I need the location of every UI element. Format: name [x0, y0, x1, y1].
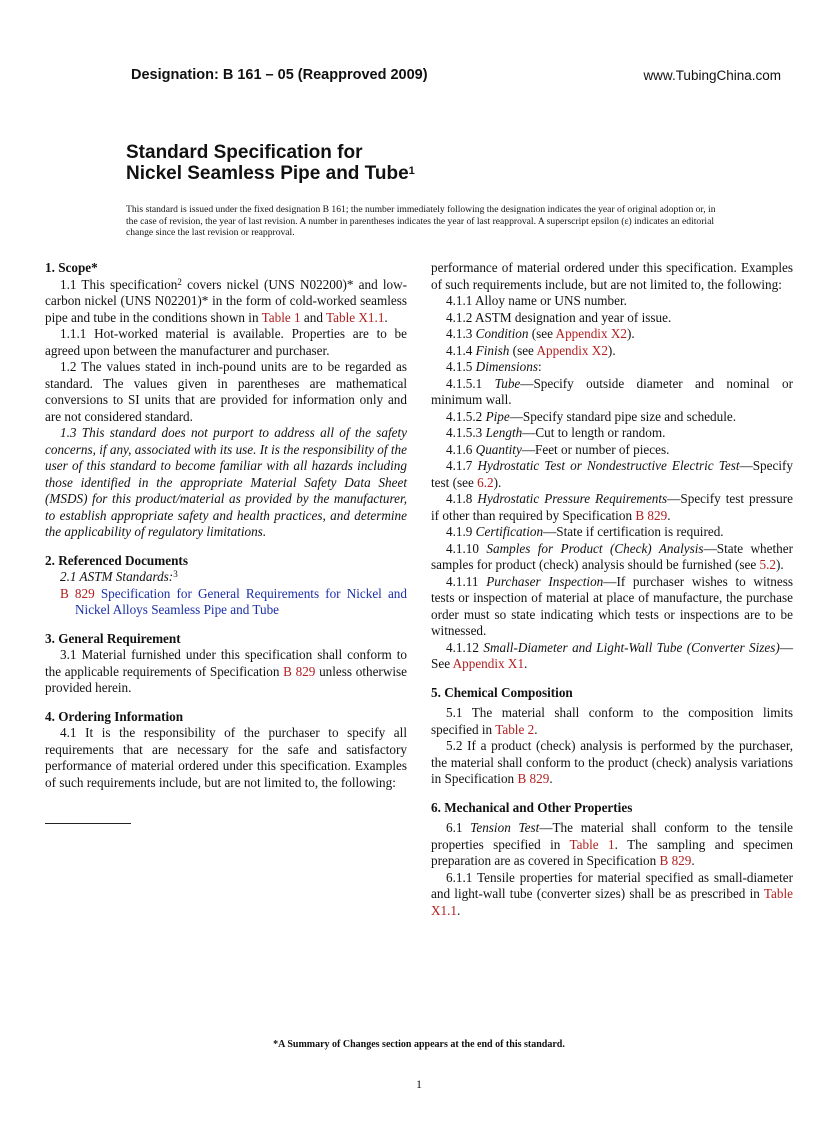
item-4-1-7 [431, 458, 793, 491]
text: 5.2 If a product (check) analysis is performed by the purchaser, the material shall conform to the product (check) analysis variations in Specification [431, 738, 793, 786]
num: 4.1.5.3 [446, 425, 486, 440]
num: 4.1.3 [446, 326, 476, 341]
title-line-2-text: Nickel Seamless Pipe and Tube [126, 163, 409, 184]
para-4-1: 4.1 It is the responsibility of the purchaser to specify all requirements that are necessary for the safe and satisfactory performance of material ordered under this specification. Examples of such requirements include, but are not limited to, the following: [45, 725, 407, 790]
section-2-heading: 2. Referenced Documents [45, 552, 188, 568]
section-1-heading: 1. Scope* [45, 260, 98, 275]
section-5-heading: 5. Chemical Composition [431, 684, 573, 700]
num: 4.1.5.2 [446, 408, 486, 424]
link-b829[interactable]: B 829 [517, 771, 550, 786]
text: . The sampling and specimen preparation are as covered in Specification [431, 836, 793, 868]
term: Purchaser Inspection [486, 573, 604, 589]
ref-title[interactable]: Specification for General Requirements for Nickel and Nickel Alloys Seamless Pipe and Tube [75, 585, 407, 617]
term: Tube [494, 375, 521, 391]
item-4-1-3 [431, 326, 793, 343]
item-4-1-10 [431, 541, 793, 574]
link-table-1[interactable]: Table 1 [261, 309, 301, 325]
text: —If purchaser wishes to witness tests or inspection of material at place of manufacture, the purchase order must so state indicating which tests or inspections are to be witnessed. [431, 573, 793, 638]
item-4-1-11 [431, 574, 793, 640]
left-column [45, 260, 407, 790]
text: 3.1 Material furnished under this specification shall conform to the applicable requirements of Specification [45, 647, 407, 679]
para-1-3: 1.3 This standard does not purport to address all of the safety concerns, if any, associated with its use. It is the responsibility of the user of this standard to become familiar with all hazards including those identified in the appropriate Material Safety Data Sheet (MSDS) for this product/material as provided by the manufacturer, to establish appropriate safety and health practices, and determine the applicability of regulatory limitations. [45, 425, 407, 539]
item-4-1-8 [431, 491, 793, 524]
link-table-2[interactable]: Table 2 [495, 721, 535, 737]
text: . [667, 507, 671, 523]
text: 6.1.1 Tensile properties for material specified as small-diameter and light-wall tube (converter sizes) shall be as prescribed in [431, 869, 793, 901]
text: ). [607, 342, 616, 358]
document-title [126, 142, 415, 184]
term: Length [485, 425, 523, 440]
text: —State whether samples for product (check) analysis should be furnished (see [431, 540, 794, 572]
para-5-2 [431, 738, 793, 788]
term: Small-Diameter and Light-Wall Tube (Converter Sizes) [483, 639, 780, 655]
text: —Specify test pressure if other than required by Specification [431, 491, 793, 523]
link-6-2[interactable]: 6.2 [477, 474, 494, 490]
num: 4.1.12 [446, 639, 484, 655]
right-column [431, 260, 793, 919]
num: 4.1.11 [446, 573, 487, 589]
text: 5.1 The material shall conform to the composition limits specified in [431, 705, 793, 737]
text: (see [509, 342, 537, 358]
para-6-1-1 [431, 870, 793, 920]
item-4-1-12 [431, 640, 793, 673]
num: 4.1.9 [446, 524, 476, 539]
section-6-heading: 6. Mechanical and Other Properties [431, 799, 633, 815]
ref-b829[interactable] [60, 586, 407, 619]
term: Certification [475, 524, 544, 539]
ref-code[interactable]: B 829 [60, 585, 95, 601]
para-5-1 [431, 705, 793, 738]
link-b829[interactable]: B 829 [283, 663, 316, 679]
title-footnote-mark: 1 [408, 165, 415, 177]
text: —Specify standard pipe size and schedule. [509, 408, 737, 424]
item-4-1-5-3 [431, 425, 793, 442]
num: 4.1.5.1 [446, 375, 495, 391]
para-1-1-1: 1.1.1 Hot-worked material is available. Properties are to be agreed upon between the manufacturer and purchaser. [45, 326, 407, 358]
text: . [524, 656, 528, 671]
footnote-rule [45, 823, 131, 824]
text: —See [431, 639, 793, 671]
num: 4.1.5 [446, 359, 476, 374]
term: Dimensions [475, 359, 538, 374]
text: covers nickel (UNS N02200)* and low-carbon nickel (UNS N02201)* in the form of cold-worked seamless pipe and tube in the conditions shown in [45, 276, 407, 325]
item-4-1-9 [431, 524, 793, 541]
term: Finish [475, 342, 510, 358]
para-6-1 [431, 820, 793, 870]
term: Hydrostatic Pressure Requirements [477, 491, 668, 506]
item-4-1-5-2 [431, 409, 793, 426]
text: ). [626, 326, 635, 341]
link-appendix-x2[interactable]: Appendix X2 [555, 326, 627, 341]
num: 4.1.7 [446, 458, 478, 473]
num: 4.1.10 [446, 540, 487, 556]
text: —The material shall conform to the tensile properties specified in [431, 820, 794, 852]
text: . [384, 309, 388, 325]
item-4-1-6 [431, 442, 793, 459]
link-table-1[interactable]: Table 1 [569, 836, 615, 852]
text: : [537, 359, 542, 374]
footnote-mark: 3 [173, 569, 178, 579]
text: —Specify outside diameter and nominal or minimum wall. [431, 375, 793, 407]
term: Pipe [485, 408, 510, 424]
link-b829[interactable]: B 829 [659, 853, 692, 868]
text: . [549, 771, 553, 786]
text: —State if certification is required. [543, 524, 724, 539]
term: Quantity [475, 441, 522, 457]
title-line-1: Standard Specification for [126, 142, 363, 163]
page-number: 1 [416, 1077, 422, 1091]
para-4-1-continued: performance of material ordered under this specification. Examples of such requirements include, but are not limited to, the following: [431, 260, 793, 292]
text: (see [528, 326, 556, 341]
term: Samples for Product (Check) Analysis [486, 540, 704, 556]
designation-header: Designation: B 161 – 05 (Reapproved 2009) [131, 67, 428, 83]
text: . [534, 721, 538, 737]
num: 4.1.6 [446, 441, 476, 457]
text: ). [493, 474, 502, 490]
section-4-heading: 4. Ordering Information [45, 708, 184, 724]
link-b829[interactable]: B 829 [635, 507, 668, 523]
summary-of-changes-note: *A Summary of Changes section appears at the end of this standard. [273, 1039, 565, 1050]
issue-note: This standard is issued under the fixed designation B 161; the number immediately following the designation indicates the year of original adoption or, in the case of revision, the year of last revision. A number in parentheses indicates the year of last reapproval. A superscript epsilon (ε) indicates an editorial change since the last revision or reapproval. [126, 204, 716, 238]
num: 6.1 [446, 820, 471, 835]
text: —Specify test (see [431, 458, 793, 490]
link-5-2[interactable]: 5.2 [759, 557, 776, 572]
text: 1.1 This specification [60, 276, 178, 292]
text: . [457, 902, 461, 918]
site-url[interactable]: www.TubingChina.com [643, 68, 781, 83]
item-4-1-5-1 [431, 376, 793, 409]
text: . [691, 853, 695, 868]
term: Condition [475, 326, 529, 341]
text: ). [775, 557, 784, 572]
link-table-x1-1[interactable]: Table X1.1 [431, 886, 793, 918]
link-appendix-x2[interactable]: Appendix X2 [536, 342, 608, 358]
text: and [300, 309, 327, 325]
item-4-1-2: 4.1.2 ASTM designation and year of issue. [446, 309, 672, 325]
item-4-1-5 [431, 359, 793, 376]
para-1-2: 1.2 The values stated in inch-pound units are to be regarded as standard. The values given in parentheses are mathematical conversions to SI units that are provided for information only and are not considered standard. [45, 359, 407, 424]
footnote-mark: 2 [177, 276, 182, 287]
text: —Cut to length or random. [522, 425, 666, 440]
link-appendix-x1[interactable]: Appendix X1 [452, 656, 525, 671]
para-2-1 [45, 569, 407, 586]
para-1-1 [45, 277, 407, 327]
text: 2.1 ASTM Standards: [60, 569, 174, 584]
term: Hydrostatic Test or Nondestructive Electric Test [477, 458, 740, 473]
section-3-heading: 3. General Requirement [45, 630, 181, 646]
text: unless otherwise provided herein. [45, 663, 407, 695]
num: 4.1.8 [446, 491, 478, 506]
text: —Feet or number of pieces. [521, 441, 670, 457]
num: 4.1.4 [446, 342, 476, 358]
item-4-1-4 [431, 343, 793, 360]
para-3-1 [45, 647, 407, 697]
term: Tension Test [470, 820, 540, 835]
title-line-2 [126, 163, 415, 184]
link-table-x1-1[interactable]: Table X1.1 [326, 309, 385, 325]
item-4-1-1: 4.1.1 Alloy name or UNS number. [446, 293, 627, 308]
